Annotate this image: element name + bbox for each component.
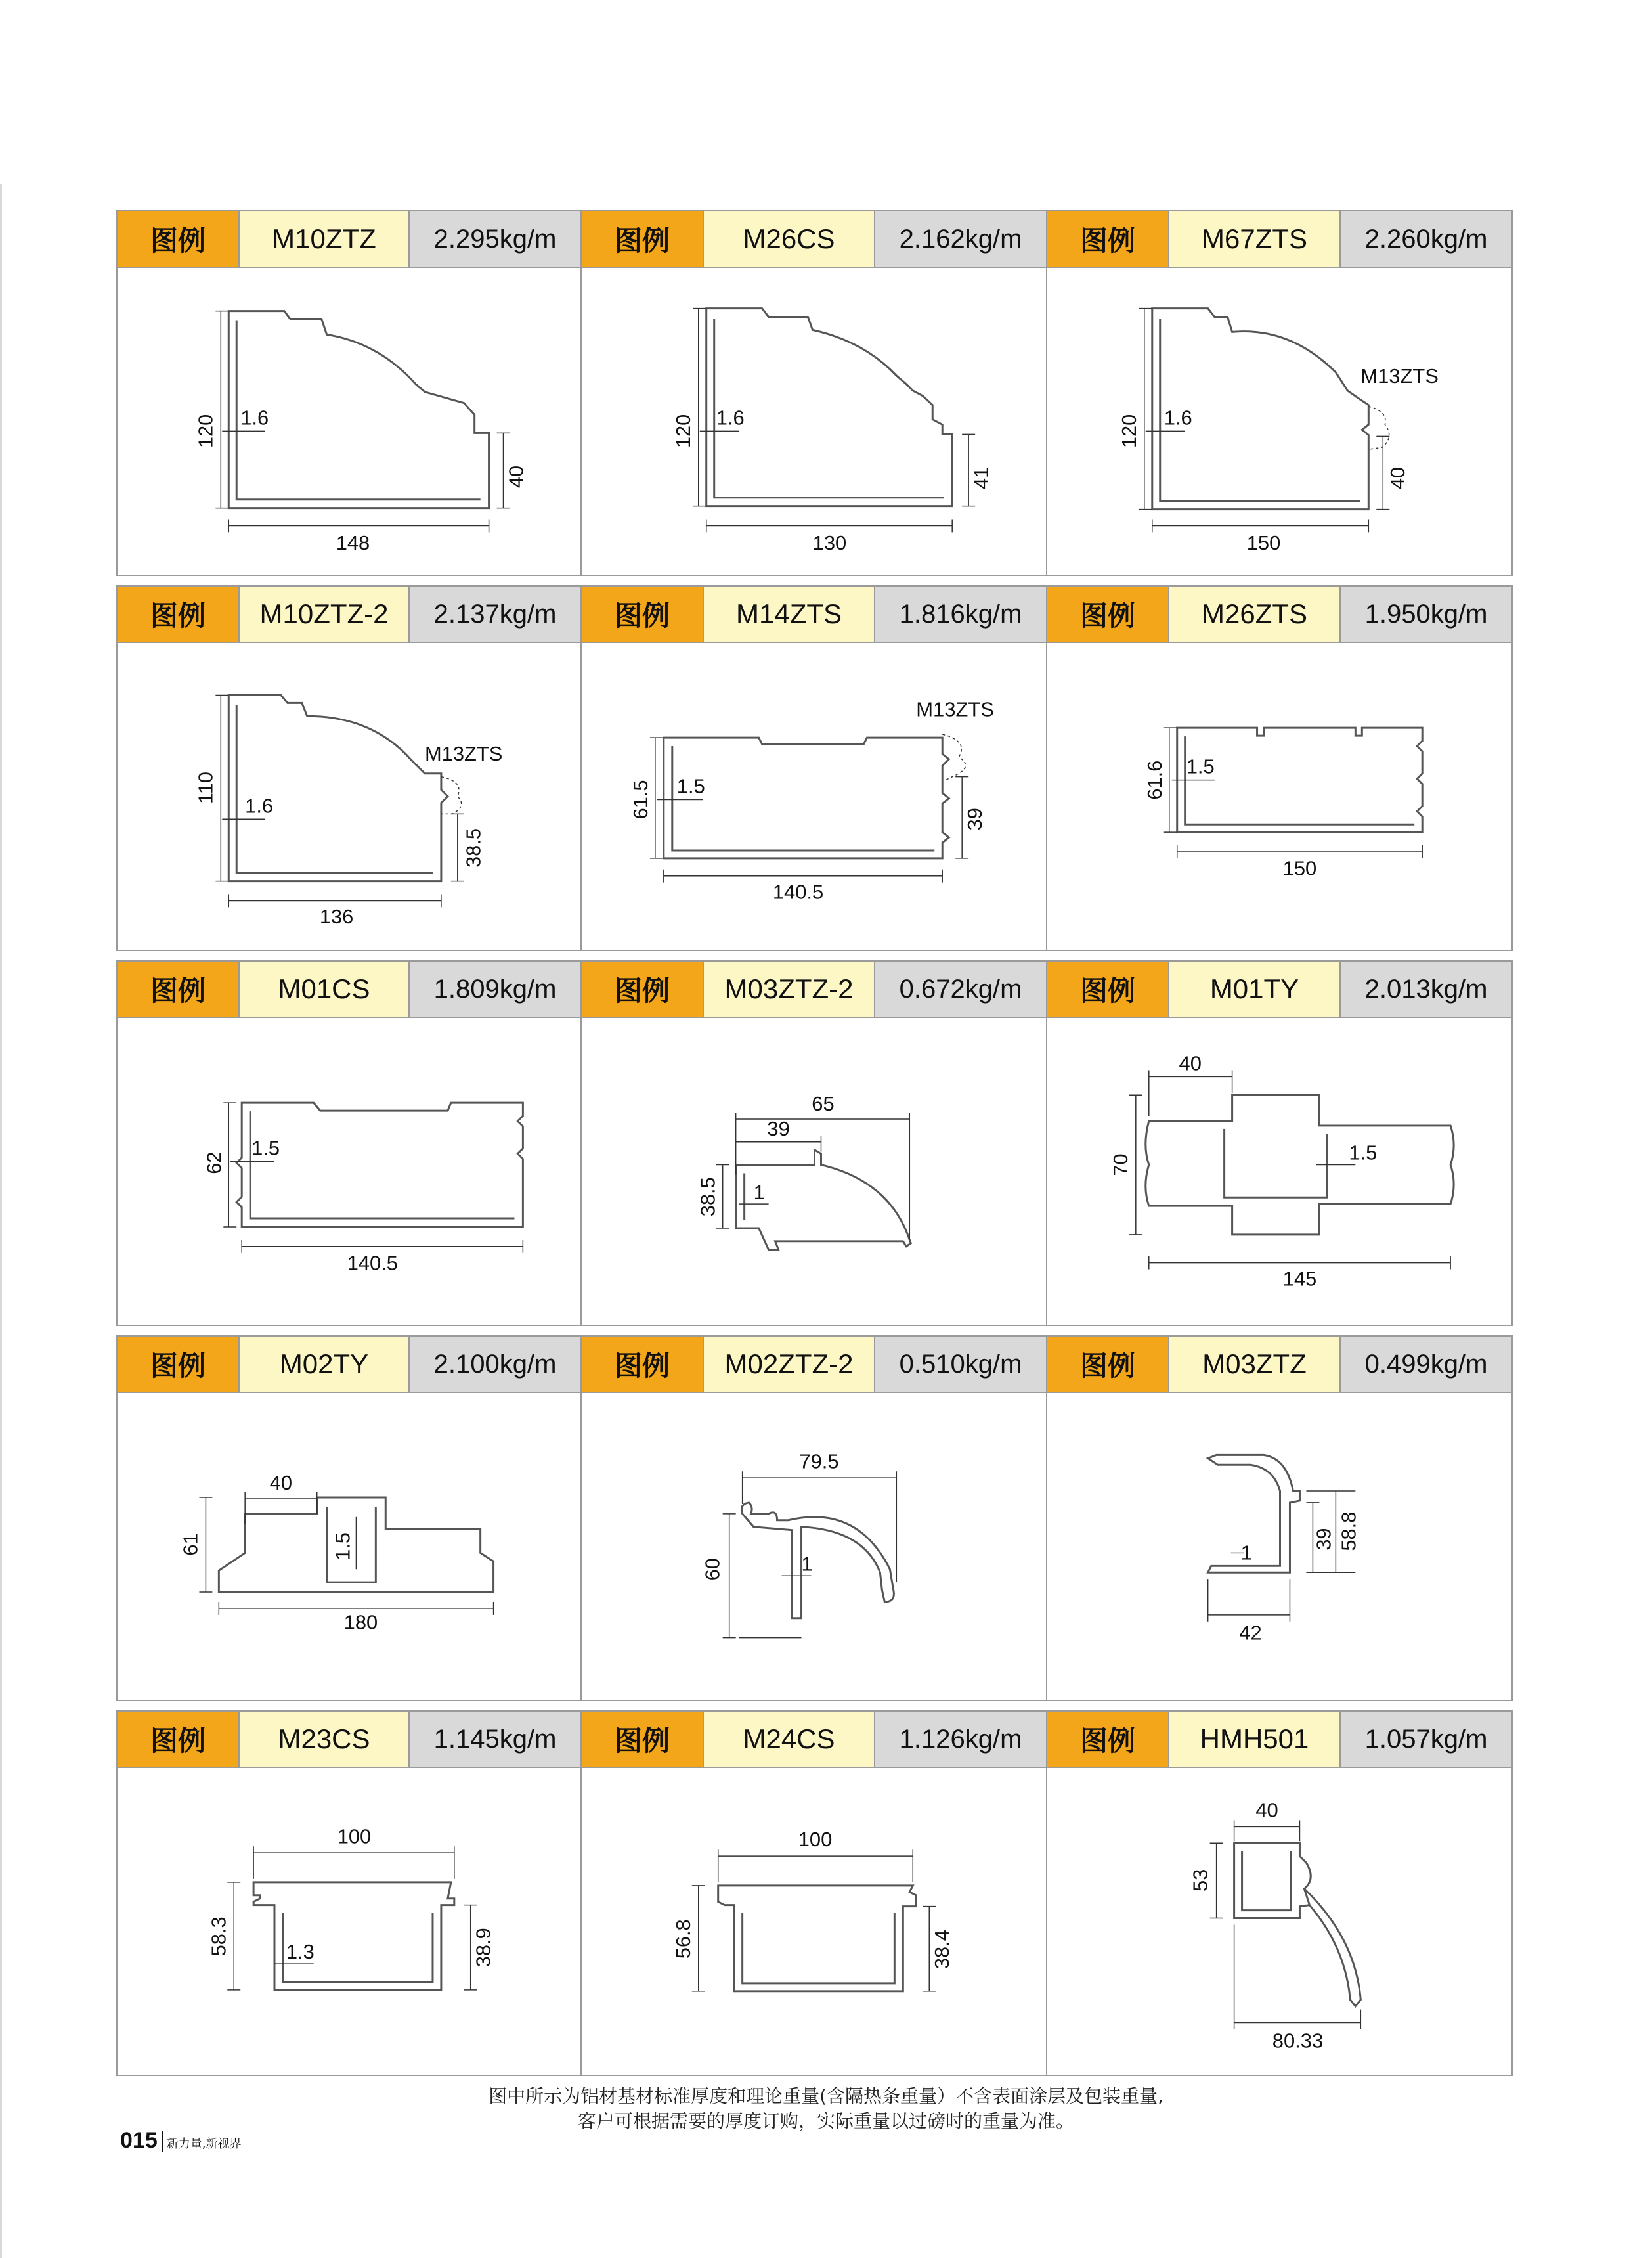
page-edge-line bbox=[0, 184, 2, 2258]
unit-weight: 1.126kg/m bbox=[875, 1712, 1046, 1767]
profile-card bbox=[1046, 960, 1513, 1326]
model-code: M02TY bbox=[240, 1337, 410, 1392]
model-code: M24CS bbox=[704, 1712, 875, 1767]
svg-text:140.5: 140.5 bbox=[772, 880, 824, 904]
slogan: 新力量,新视界 bbox=[166, 2137, 242, 2151]
svg-text:56.8: 56.8 bbox=[671, 1919, 695, 1959]
svg-text:1.6: 1.6 bbox=[240, 406, 269, 430]
svg-text:53: 53 bbox=[1188, 1869, 1212, 1892]
profile-card-header bbox=[582, 211, 1046, 268]
svg-text:80.33: 80.33 bbox=[1272, 2029, 1324, 2052]
svg-text:130: 130 bbox=[812, 531, 847, 555]
legend-tag: 图例 bbox=[1047, 587, 1169, 642]
legend-tag: 图例 bbox=[582, 211, 704, 267]
svg-text:38.5: 38.5 bbox=[696, 1177, 720, 1217]
profile-drawing bbox=[582, 1018, 1046, 1325]
footnote-line-2: 客户可根据需要的厚度订购，实际重量以过磅时的重量为准。 bbox=[577, 2110, 1074, 2132]
profile-card-header bbox=[118, 1337, 580, 1393]
svg-text:180: 180 bbox=[343, 1610, 378, 1634]
legend-tag: 图例 bbox=[1047, 1337, 1169, 1392]
profile-card bbox=[580, 960, 1047, 1326]
profile-card-header bbox=[118, 211, 580, 268]
profile-card-header bbox=[1047, 587, 1511, 643]
svg-text:38.4: 38.4 bbox=[930, 1930, 954, 1970]
svg-text:61.5: 61.5 bbox=[628, 780, 652, 820]
model-code: M03ZTZ-2 bbox=[704, 962, 875, 1017]
footer-divider bbox=[162, 2131, 163, 2152]
profile-catalog-grid bbox=[116, 210, 1513, 2076]
model-code: M23CS bbox=[240, 1712, 410, 1767]
model-code: M01TY bbox=[1169, 962, 1341, 1017]
model-code: M03ZTZ bbox=[1169, 1337, 1341, 1392]
profile-drawing bbox=[1047, 1768, 1511, 2075]
profile-card bbox=[116, 210, 582, 576]
profile-drawing bbox=[1047, 643, 1511, 950]
legend-tag: 图例 bbox=[118, 587, 240, 642]
profile-card bbox=[580, 1335, 1047, 1701]
profile-card bbox=[116, 960, 582, 1326]
profile-card-header bbox=[582, 962, 1046, 1018]
unit-weight: 2.100kg/m bbox=[410, 1337, 580, 1392]
unit-weight: 0.499kg/m bbox=[1341, 1337, 1511, 1392]
svg-text:1.5: 1.5 bbox=[331, 1532, 355, 1561]
profile-drawing bbox=[118, 268, 580, 575]
profile-card bbox=[580, 1710, 1047, 2076]
profile-card bbox=[580, 210, 1047, 576]
svg-text:58.3: 58.3 bbox=[207, 1916, 230, 1957]
svg-text:58.8: 58.8 bbox=[1337, 1511, 1360, 1551]
unit-weight: 1.950kg/m bbox=[1341, 587, 1511, 642]
profile-card-header bbox=[582, 1712, 1046, 1768]
svg-text:1: 1 bbox=[801, 1552, 813, 1576]
profile-card bbox=[1046, 210, 1513, 576]
profile-card-header bbox=[582, 587, 1046, 643]
svg-text:39: 39 bbox=[963, 808, 987, 831]
legend-tag: 图例 bbox=[118, 211, 240, 267]
legend-tag: 图例 bbox=[1047, 211, 1169, 267]
profile-card-header bbox=[582, 1337, 1046, 1393]
page-footer bbox=[120, 2128, 241, 2154]
unit-weight: 2.013kg/m bbox=[1341, 962, 1511, 1017]
legend-tag: 图例 bbox=[582, 962, 704, 1017]
legend-tag: 图例 bbox=[1047, 962, 1169, 1017]
svg-text:38.9: 38.9 bbox=[471, 1928, 495, 1968]
svg-text:110: 110 bbox=[194, 772, 217, 805]
profile-drawing bbox=[118, 1768, 580, 2075]
model-code: M67ZTS bbox=[1169, 211, 1341, 267]
svg-text:79.5: 79.5 bbox=[799, 1450, 839, 1473]
model-code: M02ZTZ-2 bbox=[704, 1337, 875, 1392]
svg-text:40: 40 bbox=[1255, 1798, 1278, 1822]
model-code: M01CS bbox=[240, 962, 410, 1017]
svg-text:39: 39 bbox=[1312, 1528, 1336, 1551]
profile-card bbox=[116, 1710, 582, 2076]
svg-text:1.5: 1.5 bbox=[1349, 1141, 1378, 1164]
page-number: 015 bbox=[120, 2128, 158, 2153]
unit-weight: 2.295kg/m bbox=[410, 211, 580, 267]
svg-text:150: 150 bbox=[1246, 531, 1281, 555]
svg-text:1.6: 1.6 bbox=[245, 794, 274, 818]
legend-tag: 图例 bbox=[582, 1712, 704, 1767]
svg-text:M13ZTS: M13ZTS bbox=[1360, 364, 1439, 387]
unit-weight: 2.137kg/m bbox=[410, 587, 580, 642]
svg-text:136: 136 bbox=[319, 905, 354, 929]
svg-text:61: 61 bbox=[179, 1533, 202, 1556]
legend-tag: 图例 bbox=[582, 1337, 704, 1392]
svg-text:1: 1 bbox=[1240, 1541, 1252, 1564]
profile-card bbox=[1046, 1710, 1513, 2076]
unit-weight: 1.145kg/m bbox=[410, 1712, 580, 1767]
legend-tag: 图例 bbox=[118, 962, 240, 1017]
svg-text:M13ZTS: M13ZTS bbox=[425, 742, 503, 765]
unit-weight: 2.260kg/m bbox=[1341, 211, 1511, 267]
unit-weight: 1.057kg/m bbox=[1341, 1712, 1511, 1767]
svg-text:120: 120 bbox=[671, 414, 695, 449]
legend-tag: 图例 bbox=[1047, 1712, 1169, 1767]
profile-drawing bbox=[118, 1393, 580, 1700]
legend-tag: 图例 bbox=[118, 1712, 240, 1767]
profile-card bbox=[1046, 585, 1513, 951]
model-code: HMH501 bbox=[1169, 1712, 1341, 1767]
svg-text:65: 65 bbox=[812, 1092, 835, 1116]
profile-card bbox=[116, 1335, 582, 1701]
model-code: M14ZTS bbox=[704, 587, 875, 642]
svg-text:145: 145 bbox=[1282, 1267, 1317, 1291]
svg-text:42: 42 bbox=[1239, 1621, 1262, 1645]
legend-tag: 图例 bbox=[118, 1337, 240, 1392]
profile-card bbox=[1046, 1335, 1513, 1701]
svg-text:40: 40 bbox=[1179, 1052, 1202, 1075]
profile-card-header bbox=[118, 1712, 580, 1768]
profile-card bbox=[116, 585, 582, 951]
profile-drawing bbox=[1047, 268, 1511, 575]
profile-drawing bbox=[1047, 1393, 1511, 1700]
svg-text:40: 40 bbox=[269, 1471, 293, 1495]
profile-drawing bbox=[118, 643, 580, 950]
profile-card-header bbox=[1047, 962, 1511, 1018]
model-code: M10ZTZ bbox=[240, 211, 410, 267]
svg-text:61.6: 61.6 bbox=[1142, 760, 1166, 800]
svg-text:39: 39 bbox=[767, 1117, 790, 1140]
profile-card-header bbox=[1047, 1712, 1511, 1768]
profile-drawing bbox=[582, 1768, 1046, 2075]
legend-tag: 图例 bbox=[582, 587, 704, 642]
profile-drawing bbox=[1047, 1018, 1511, 1325]
svg-text:148: 148 bbox=[336, 531, 370, 555]
profile-card-header bbox=[1047, 211, 1511, 268]
unit-weight: 1.809kg/m bbox=[410, 962, 580, 1017]
svg-text:100: 100 bbox=[798, 1828, 833, 1851]
profile-drawing bbox=[582, 643, 1046, 950]
model-code: M10ZTZ-2 bbox=[240, 587, 410, 642]
svg-text:41: 41 bbox=[970, 466, 993, 490]
svg-text:1.5: 1.5 bbox=[1186, 755, 1215, 778]
footnote-line-1: 图中所示为铝材基材标准厚度和理论重量(含隔热条重量）不含表面涂层及包装重量, bbox=[489, 2085, 1163, 2107]
svg-text:60: 60 bbox=[701, 1558, 724, 1581]
profile-card bbox=[580, 585, 1047, 951]
svg-text:70: 70 bbox=[1108, 1153, 1132, 1176]
svg-text:1.5: 1.5 bbox=[251, 1136, 280, 1160]
svg-text:M13ZTS: M13ZTS bbox=[916, 697, 994, 721]
unit-weight: 0.672kg/m bbox=[875, 962, 1046, 1017]
model-code: M26CS bbox=[704, 211, 875, 267]
unit-weight: 2.162kg/m bbox=[875, 211, 1046, 267]
svg-text:120: 120 bbox=[194, 414, 217, 449]
svg-text:140.5: 140.5 bbox=[347, 1251, 398, 1275]
unit-weight: 0.510kg/m bbox=[875, 1337, 1046, 1392]
svg-text:1: 1 bbox=[753, 1181, 765, 1205]
svg-text:1.5: 1.5 bbox=[676, 774, 705, 798]
svg-text:1.6: 1.6 bbox=[716, 406, 745, 430]
svg-text:62: 62 bbox=[202, 1151, 226, 1174]
profile-drawing bbox=[118, 1018, 580, 1325]
svg-text:1.6: 1.6 bbox=[1163, 406, 1192, 430]
unit-weight: 1.816kg/m bbox=[875, 587, 1046, 642]
profile-drawing bbox=[582, 268, 1046, 575]
svg-text:40: 40 bbox=[1386, 466, 1410, 490]
svg-text:120: 120 bbox=[1117, 414, 1141, 449]
model-code: M26ZTS bbox=[1169, 587, 1341, 642]
svg-text:38.5: 38.5 bbox=[462, 828, 485, 868]
profile-drawing bbox=[582, 1393, 1046, 1700]
svg-text:100: 100 bbox=[337, 1825, 372, 1848]
profile-card-header bbox=[1047, 1337, 1511, 1393]
profile-card-header bbox=[118, 587, 580, 643]
svg-text:40: 40 bbox=[504, 465, 528, 489]
svg-text:1.3: 1.3 bbox=[286, 1940, 315, 1964]
profile-card-header bbox=[118, 962, 580, 1018]
svg-text:150: 150 bbox=[1282, 856, 1317, 880]
